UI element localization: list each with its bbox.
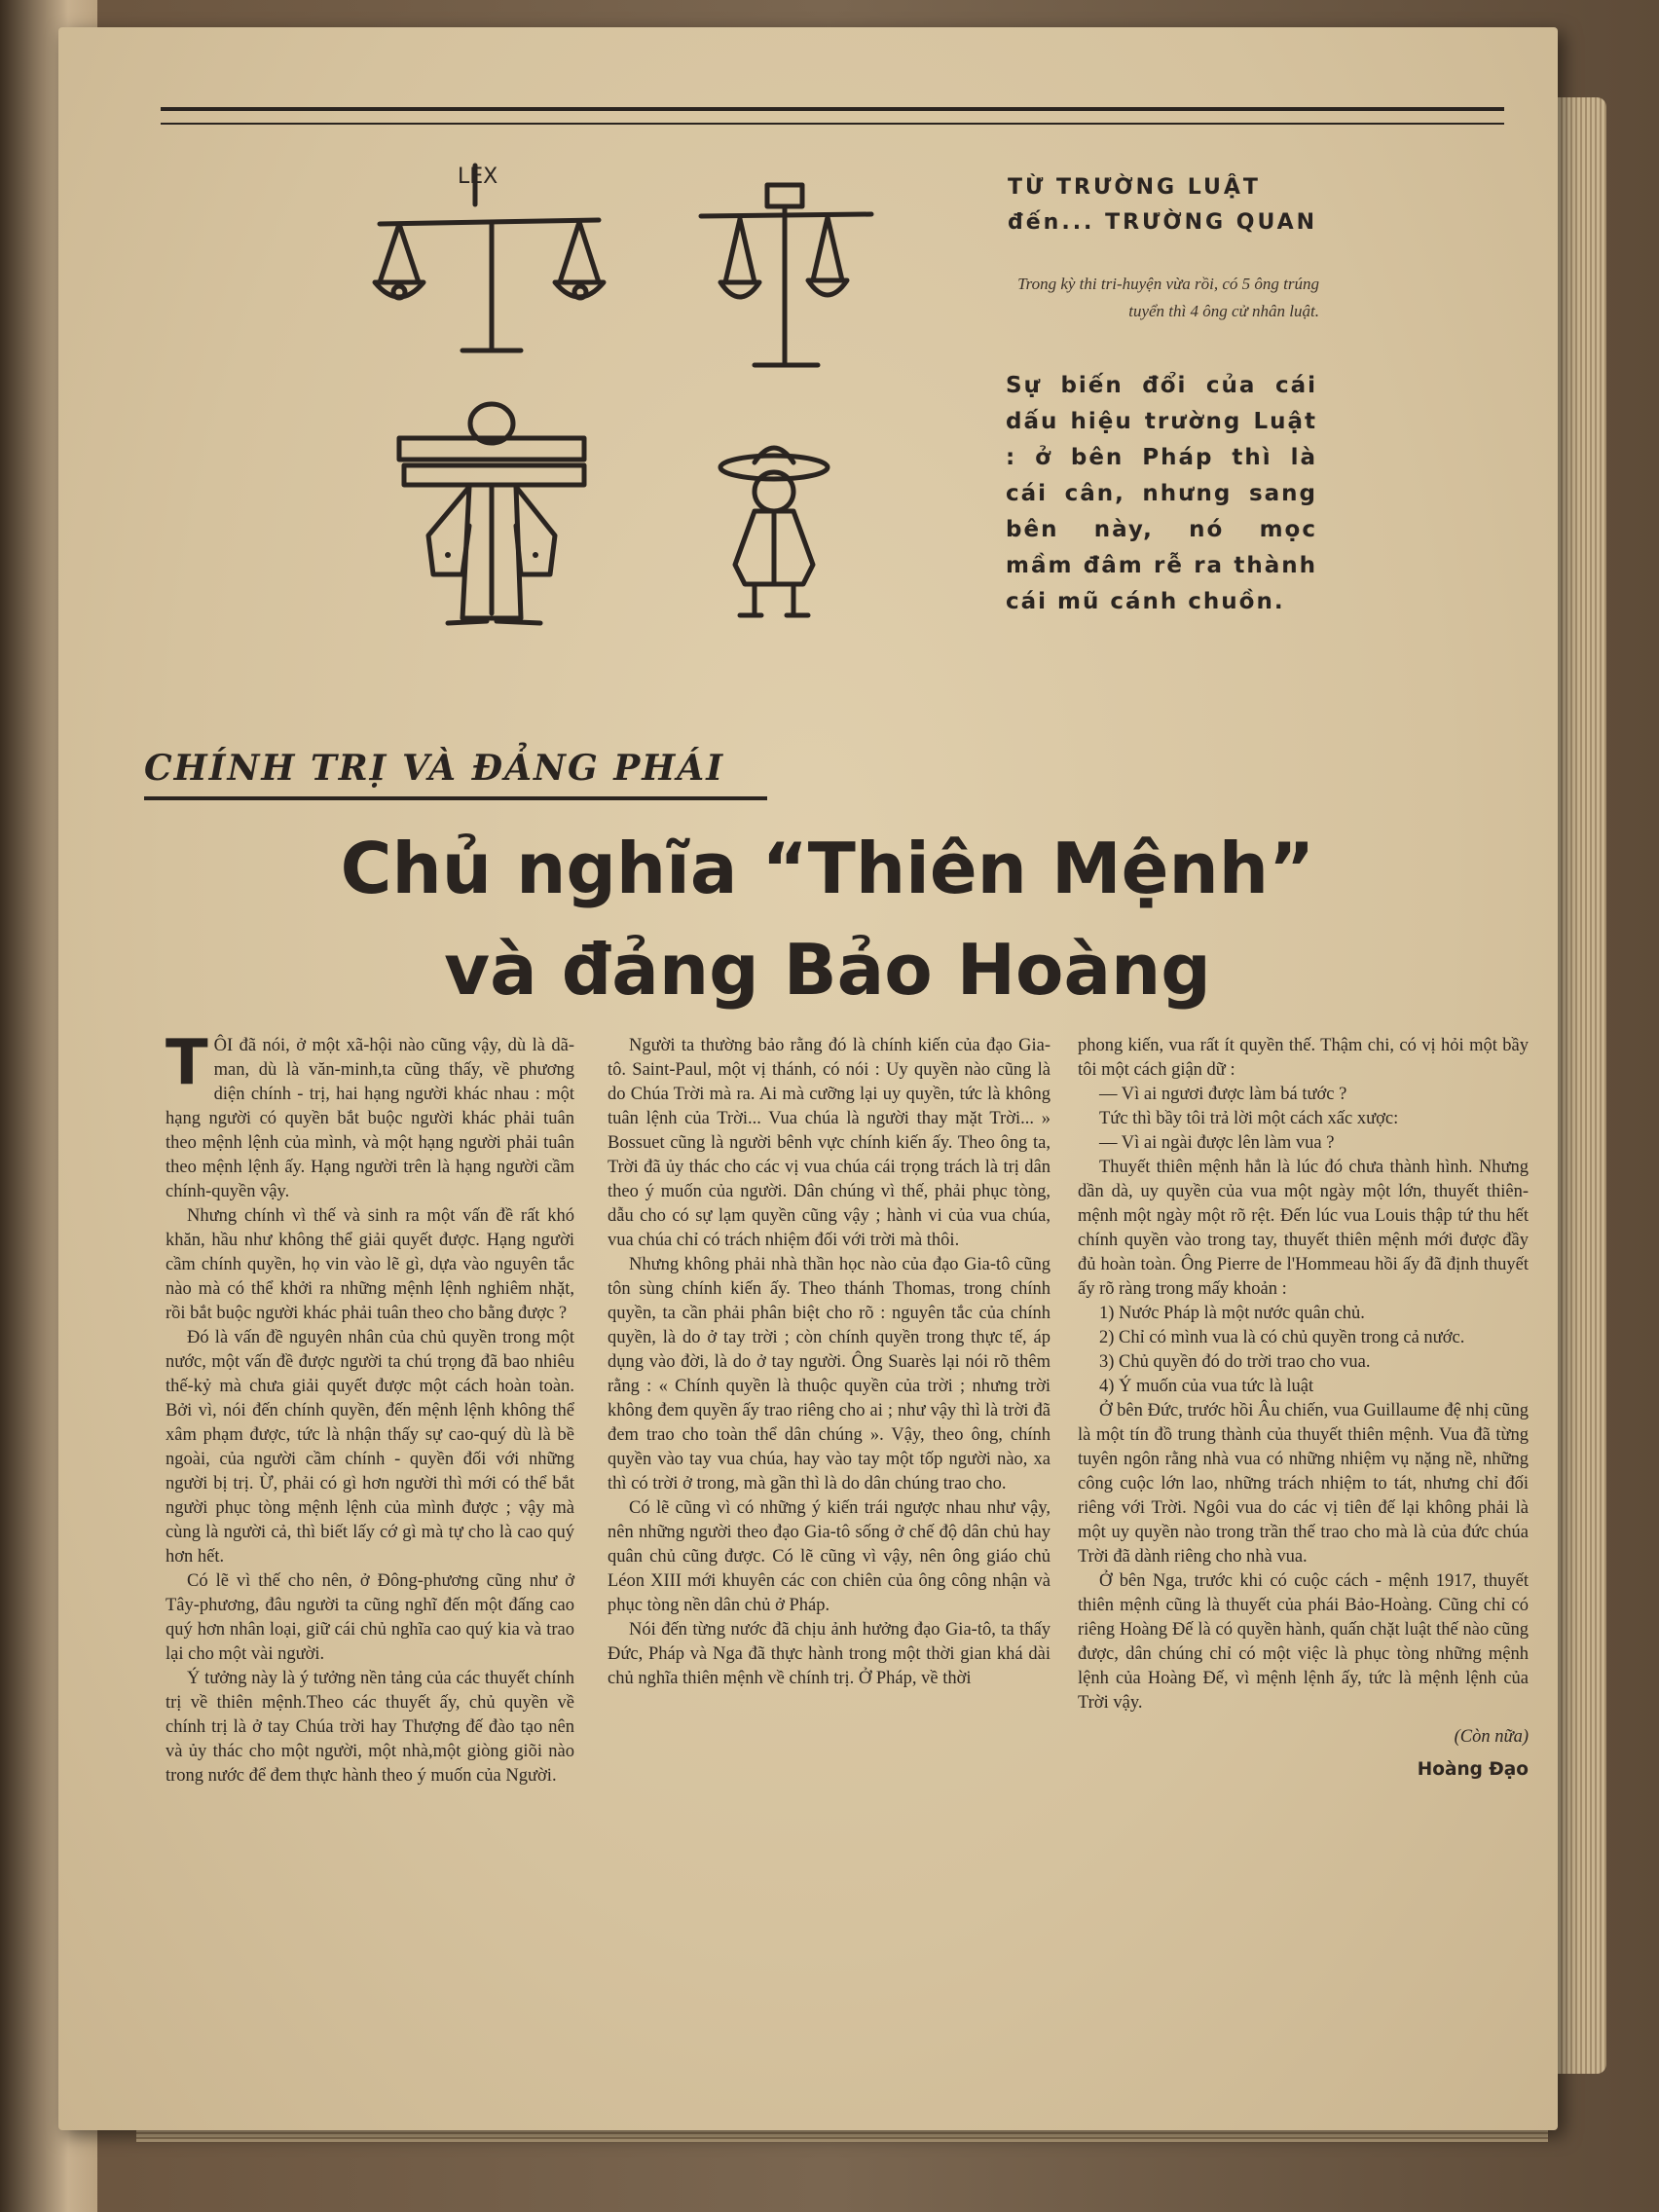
cartoon-title-line1: TỪ TRƯỜNG LUẬT	[1008, 175, 1261, 200]
paragraph: 4) Ý muốn của vua tức là luật	[1099, 1377, 1314, 1396]
paragraph: Tức thì bầy tôi trả lời một cách xấc xược:	[1099, 1109, 1399, 1128]
cartoon-note: Trong kỳ thi tri-huyện vừa rồi, có 5 ông trúng tuyển thì 4 ông cử nhân luật.	[1017, 275, 1319, 320]
scales-hat-drawing	[701, 185, 871, 365]
paragraph: 2) Chỉ có mình vua là có chủ quyền trong cả nước.	[1099, 1328, 1465, 1347]
paragraph: Thuyết thiên mệnh hẳn là lúc đó chưa thành hình. Nhưng dần dà, uy quyền của vua một ngày một lớn, thuyết thiên-mệnh một ngày một rõ rệt. Đến lúc vua Louis thập tứ thu hết chính quyền vào trong tay, thuyết thiên mệnh mới được đầy đủ hoàn toàn. Ông Pierre de l'Hommeau hồi ấy đã định thuyết ấy rõ ràng trong mấy khoản :	[1078, 1158, 1529, 1299]
paragraph: Nói đến từng nước đã chịu ảnh hưởng đạo Gia-tô, ta thấy Đức, Pháp và Nga đã thực hành trong một thời gian khá dài chủ nghĩa thiên mệnh về chính trị. Ở Pháp, về thời	[608, 1620, 1051, 1688]
top-rule	[161, 107, 1504, 111]
headline-line2: và đảng Bảo Hoàng	[444, 929, 1211, 1011]
author-signature: Hoàng Đạo	[1417, 1759, 1529, 1780]
paragraph: Ở bên Đức, trước hồi Âu chiến, vua Guillaume đệ nhị cũng là một tín đồ trung thành của thuyết thiên mệnh. Vua đã từng tuyên ngôn rằng nhà vua có những nhiệm vụ nặng nề, những công cuộc lớn lao, những trách nhiệm to tát, nhưng chỉ đối riêng với Trời. Ngôi vua do các vị tiên đế lại không phải là một uy quyền nào trong trần thế trao cho mà là của đức chúa Trời đã dành riêng cho nhà vua.	[1078, 1401, 1529, 1567]
drop-cap: T	[166, 1027, 208, 1099]
paragraph: Có lẽ cũng vì có những ý kiến trái ngược nhau như vậy, nên những người theo đạo Gia-tô sống ở chế độ dân chủ hay quân chủ cũng được. Có lẽ cũng vì vậy, nên ông giáo chủ Léon XIII mới khuyên các con chiên của ông công nhận và phục tòng nền dân chủ ở Pháp.	[608, 1498, 1051, 1615]
paragraph: TÔI đã nói, ở một xã-hội nào cũng vậy, dù là dã-man, dù là văn-minh,ta cũng thấy, về phương diện chính - trị, hai hạng người khác nhau : một hạng người có quyền bắt buộc người khác phải tuân theo mệnh lệnh của mình, và một hạng người phải tuân theo mệnh lệnh ấy. Hạng người trên là hạng người cầm chính-quyền vậy.	[166, 1027, 574, 1201]
paragraph: 3) Chủ quyền đó do trời trao cho vua.	[1099, 1352, 1371, 1372]
lex-label: LEX	[458, 165, 498, 189]
cartoon-title	[1008, 170, 1319, 240]
article-headline	[195, 818, 1460, 1020]
paragraph: — Vì ai ngài được lên làm vua ?	[1099, 1133, 1335, 1153]
paragraph: Nhưng không phải nhà thần học nào của đạo Gia-tô cũng tôn sùng chính kiến ấy. Theo thánh Thomas, trong chính quyền, ta cần phải phân biệt cho rõ : nguyên tắc của chính quyền, là do ở tay trời ; còn chính quyền trong thực tế, áp dụng vào đời, là do ở tay người. Ông Suarès lại nói rõ thêm rằng : « Chính quyền là thuộc quyền của trời ; nhưng trời không đem quyền ấy trao riêng cho ai ; như vậy thì là trời đã đem trao cho toàn thể dân chúng ». Vậy, theo ông, chính quyền vào tay vua chúa, hay vào tay một tốp người nào, xa thì có trời ở trong, mà gần thì là do dân chúng trao cho.	[608, 1255, 1051, 1493]
paragraph: Nhưng chính vì thế và sinh ra một vấn đề rất khó khăn, hầu như không thể giải quyết được. Hạng người cầm chính quyền, họ vin vào lẽ gì, dựa vào nguyên tắc nào mà có thể khởi ra những mệnh lệnh nghiêm nhặt, rồi bắt buộc người khác phải tuân theo cho bằng được ?	[166, 1206, 574, 1323]
section-title: CHÍNH TRỊ VÀ ĐẢNG PHÁI	[144, 748, 725, 789]
cartoon-title-line2: đến... TRƯỜNG QUAN	[1008, 210, 1318, 235]
article-column-1	[166, 1027, 574, 1788]
paragraph: phong kiến, vua rất ít quyền thế. Thậm chi, có vị hỏi một bầy tôi một cách giận dữ :	[1078, 1036, 1529, 1080]
scales-lex-drawing	[375, 165, 604, 350]
cartoon-illustrations	[360, 156, 905, 643]
paragraph: Người ta thường bảo rằng đó là chính kiến của đạo Gia-tô. Saint-Paul, một vị thánh, có nói : Uy quyền nào cũng là do Chúa Trời mà ra. Ai mà cưỡng lại uy quyền, tức là không tuân lệnh của Trời... Vua chúa là người thay mặt Trời... » Bossuet cũng là người bênh vực chính kiến ấy. Theo ông ta, Trời đã ủy thác cho các vị vua chúa cái trọng trách là trị dân theo ý muốn của người. Dân chúng vì thế, phải phục tòng, dẫu cho có sự lạm quyền cũng vậy ; hành vi của vua chúa, vua chúa chỉ có trách nhiệm đối với trời mà thôi.	[608, 1036, 1051, 1250]
mandarin-figure-small	[720, 448, 828, 615]
headline-line1: Chủ nghĩa “Thiên Mệnh”	[340, 828, 1315, 909]
paragraph: Có lẽ vì thế cho nên, ở Đông-phương cũng như ở Tây-phương, đâu người ta cũng nghĩ đến một đấng cao quý hơn nhân loại, giữ cái chủ nghĩa cao quý kia và trao lại cho một vài người.	[166, 1571, 574, 1664]
continued-note: (Còn nữa)	[1454, 1727, 1529, 1747]
article-column-3	[1078, 1034, 1529, 1782]
article-column-2	[608, 1034, 1051, 1691]
paragraph: Đó là vấn đề nguyên nhân của chủ quyền trong một nước, một vấn đề được người ta chú trọng đã bao nhiêu thế-kỷ mà chưa giải quyết được một cách hoàn toàn. Bởi vì, nói đến chính quyền, đến mệnh lệnh không thể xâm phạm được, tức là nhận thấy sự cao-quý dù là bề ngoài, của người cầm chính - quyền đối với những người bị trị. Ừ, phải có gì hơn người thì mới có thể bắt người phục tòng mệnh lệnh của mình được ; vậy mà cùng là người cả, thì biết lấy cớ gì mà tự cho là cao quý hơn hết.	[166, 1328, 574, 1567]
mandarin-figure-large	[399, 404, 584, 623]
paragraph: — Vì ai ngươi được làm bá tước ?	[1099, 1085, 1347, 1104]
cartoon-caption: Sự biến đổi của cái dấu hiệu trường Luật : ở bên Pháp thì là cái cân, nhưng sang bên này, nó mọc mầm đâm rễ ra thành cái mũ cánh chuồn.	[1006, 373, 1317, 614]
paragraph: Ở bên Nga, trước khi có cuộc cách - mệnh 1917, thuyết thiên mệnh cũng là thuyết của phái Bảo-Hoàng. Cũng chỉ có riêng Hoàng Đế là có quyền hành, quấn chặt luật thế nào cũng được, dân chúng chỉ có một việc là phục tòng những mệnh lệnh của Hoàng Đế, vì mệnh lệnh ấy, tức là mệnh lệnh của Trời vậy.	[1078, 1571, 1529, 1713]
section-rule	[144, 796, 767, 800]
paragraph: 1) Nước Pháp là một nước quân chủ.	[1099, 1304, 1365, 1323]
paragraph: Ý tưởng này là ý tưởng nền tảng của các thuyết chính trị về thiên mệnh.Theo các thuyết ấy, chủ quyền về chính trị là ở tay Chúa trời hay Thượng đế đào tạo nên và ủy thác cho một người, một nhà,một giòng giõi nào trong nước để đem thực hành theo ý muốn của Người.	[166, 1669, 574, 1786]
top-rule-thin	[161, 123, 1504, 125]
